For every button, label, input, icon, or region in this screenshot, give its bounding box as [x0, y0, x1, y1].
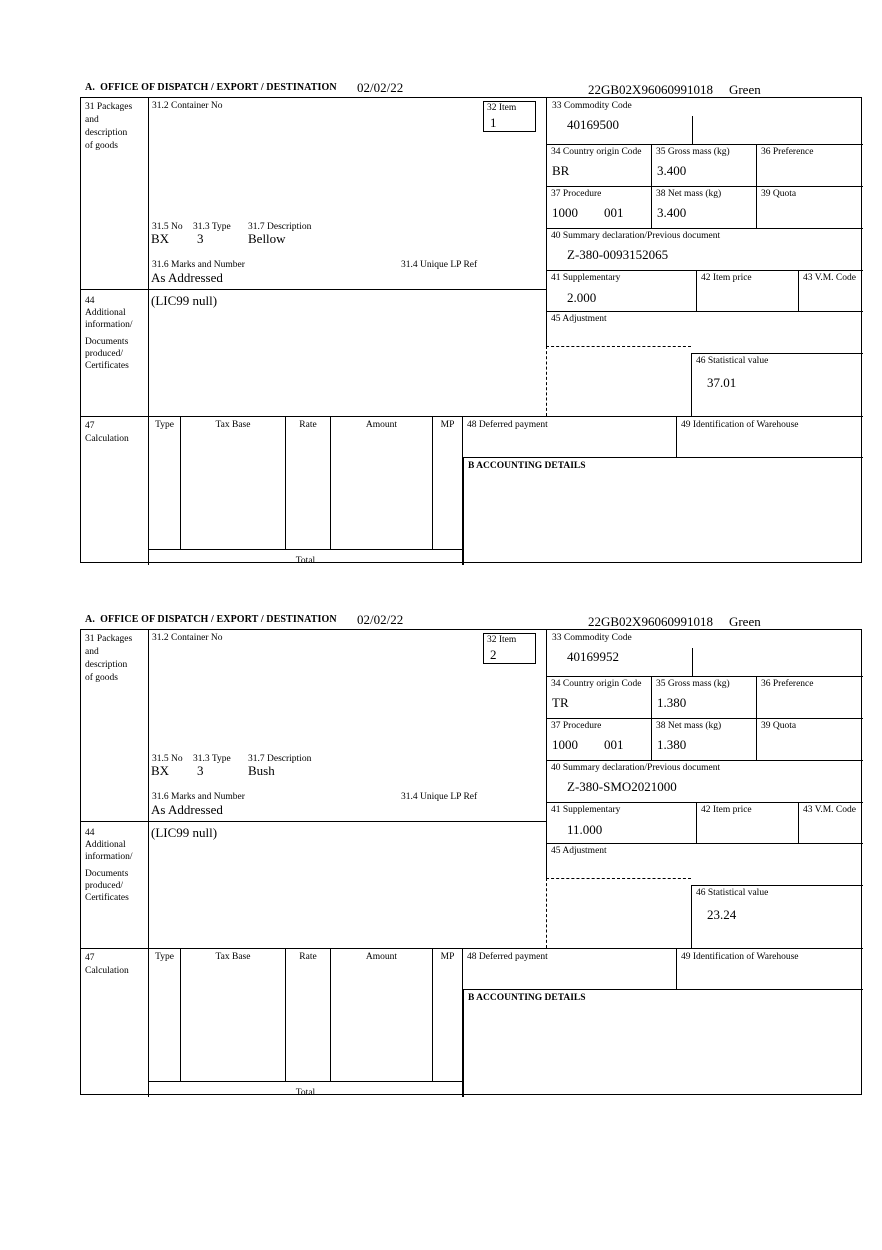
box-36-label: 36 Preference — [761, 147, 814, 157]
calc-column-type-header: Type — [155, 420, 174, 430]
box-31-7-description-label: 31.7 Description — [248, 754, 312, 764]
box-34-country-origin — [547, 145, 652, 186]
net-mass-value: 3.400 — [657, 205, 687, 220]
calc-column-amount — [331, 949, 433, 1081]
box-45-adjustment — [546, 843, 863, 878]
packages-type-value: 3 — [197, 763, 204, 778]
packages-no-value: BX — [151, 763, 170, 778]
item-number-value: 2 — [490, 647, 497, 662]
box-31-6-marks-label: 31.6 Marks and Number — [152, 792, 245, 802]
box-47-label-line: 47 — [85, 953, 95, 963]
procedure-extra-code: 001 — [604, 205, 624, 220]
box-37-label: 37 Procedure — [551, 189, 602, 199]
box-32-item-label: 32 Item — [487, 103, 517, 113]
calc-column-rate — [286, 949, 331, 1081]
commodity-code-value: 40169500 — [567, 117, 619, 132]
box-31-2-container-no-label: 31.2 Container No — [152, 633, 223, 643]
calc-column-type — [149, 417, 181, 549]
declaration-item-block — [0, 612, 882, 1117]
dashed-divider-vertical — [546, 878, 547, 948]
box-31-7-description-label: 31.7 Description — [248, 222, 312, 232]
box-44-label-line: produced/ — [85, 881, 123, 891]
calc-total-row — [149, 549, 463, 565]
net-mass-value: 1.380 — [657, 737, 687, 752]
calc-column-mp — [433, 949, 463, 1081]
calc-column-tax-base-header: Tax Base — [215, 952, 251, 962]
box-44-label — [81, 822, 149, 949]
sad-continuation-form — [80, 629, 862, 1098]
box-43-label: 43 V.M. Code — [803, 805, 856, 815]
box-44-label-line: information/ — [85, 320, 133, 330]
box-42-item-price — [697, 803, 799, 843]
box-39-label: 39 Quota — [761, 721, 797, 731]
box-31-label-line: 31 Packages — [85, 102, 133, 112]
additional-information-value: (LIC99 null) — [151, 825, 218, 840]
supplementary-units-value: 11.000 — [567, 822, 603, 837]
box-31-label-line: and — [85, 647, 99, 657]
box-47-label — [81, 949, 149, 1097]
box-39-quota — [757, 187, 864, 228]
box-35-gross-mass — [652, 145, 757, 186]
routing-status-value: Green — [728, 614, 761, 629]
box-31-label-line: of goods — [85, 141, 118, 151]
box-47-calculation-section — [81, 416, 863, 564]
packages-type-value: 3 — [197, 231, 204, 246]
row-37-38-39 — [546, 186, 863, 228]
packages-no-value: BX — [151, 231, 170, 246]
box-44-label-line: Certificates — [85, 893, 129, 903]
box-37-label: 37 Procedure — [551, 721, 602, 731]
box-49-label: 49 Identification of Warehouse — [681, 952, 799, 962]
box-44-label-line: Certificates — [85, 361, 129, 371]
procedure-code: 1000 — [552, 205, 578, 220]
dispatch-date: 02/02/22 — [357, 80, 404, 95]
box-36-label: 36 Preference — [761, 679, 814, 689]
box-44-label-line: produced/ — [85, 349, 123, 359]
calc-column-type-header: Type — [155, 952, 174, 962]
box-31-5-no-label: 31.5 No — [152, 222, 183, 232]
box-43-vm-code — [799, 271, 864, 311]
box-44-label-line: 44 — [85, 296, 95, 306]
box-38-net-mass — [652, 187, 757, 228]
box-34-country-origin — [547, 677, 652, 718]
goods-description-value: Bush — [248, 763, 275, 778]
box-44-label-line: 44 — [85, 828, 95, 838]
box-48-deferred-payment — [463, 417, 677, 457]
box-31-3-type-label: 31.3 Type — [193, 222, 231, 232]
calc-column-tax-base — [181, 417, 286, 549]
accounting-details-label: B ACCOUNTING DETAILS — [468, 993, 586, 1003]
box-47-label-line: Calculation — [85, 434, 129, 444]
dispatch-date: 02/02/22 — [357, 612, 404, 627]
box-47-calculation-section — [81, 948, 863, 1096]
box-37-procedure — [547, 187, 652, 228]
statistical-value: 37.01 — [707, 375, 737, 390]
office-of-dispatch-header: A. OFFICE OF DISPATCH / EXPORT / DESTINATION — [85, 82, 337, 93]
calc-column-amount-header: Amount — [365, 420, 398, 430]
marks-and-number-value: As Addressed — [151, 802, 223, 817]
box-49-warehouse-identification — [677, 949, 863, 989]
routing-status-value: Green — [728, 82, 761, 97]
sad-continuation-form — [80, 97, 862, 566]
additional-information-value: (LIC99 null) — [151, 293, 218, 308]
box-43-label: 43 V.M. Code — [803, 273, 856, 283]
commodity-code-divider — [692, 116, 693, 144]
dashed-divider-vertical — [546, 346, 547, 416]
box-36-preference — [757, 145, 864, 186]
box-45-label: 45 Adjustment — [551, 846, 607, 856]
box-47-label-line: 47 — [85, 421, 95, 431]
calc-column-rate-header: Rate — [299, 952, 317, 962]
box-44-additional-information — [81, 821, 546, 948]
row-41-42-43 — [546, 270, 863, 311]
calc-column-amount — [331, 417, 433, 549]
box-31-2-container-no-label: 31.2 Container No — [152, 101, 223, 111]
procedure-extra-code: 001 — [604, 737, 624, 752]
box-39-label: 39 Quota — [761, 189, 797, 199]
box-46-statistical-value — [691, 353, 863, 416]
box-33-commodity-code — [546, 630, 863, 676]
box-34-label: 34 Country origin Code — [551, 147, 642, 157]
calc-total-row — [149, 1081, 463, 1097]
box-45-label: 45 Adjustment — [551, 314, 607, 324]
box-44-label-line: Additional — [85, 840, 126, 850]
dashed-divider-horizontal — [546, 346, 691, 347]
accounting-details-section — [463, 457, 863, 565]
commodity-code-divider — [692, 648, 693, 676]
goods-description-value: Bellow — [248, 231, 286, 246]
box-31-label-line: description — [85, 660, 128, 670]
row-34-35-36 — [546, 144, 863, 186]
box-41-supplementary — [547, 803, 697, 843]
calc-column-mp — [433, 417, 463, 549]
calc-column-amount-header: Amount — [365, 952, 398, 962]
box-43-vm-code — [799, 803, 864, 843]
box-31-3-type-label: 31.3 Type — [193, 754, 231, 764]
box-35-label: 35 Gross mass (kg) — [656, 679, 730, 689]
box-38-label: 38 Net mass (kg) — [656, 189, 722, 199]
dashed-divider-horizontal — [546, 878, 691, 879]
box-46-label: 46 Statistical value — [696, 356, 769, 366]
box-33-label: 33 Commodity Code — [552, 101, 632, 111]
box-31-5-no-label: 31.5 No — [152, 754, 183, 764]
box-32-item — [483, 101, 536, 132]
box-31-label-line: description — [85, 128, 128, 138]
box-48-label: 48 Deferred payment — [467, 952, 548, 962]
box-48-label: 48 Deferred payment — [467, 420, 548, 430]
box-32-item — [483, 633, 536, 664]
box-47-label-line: Calculation — [85, 966, 129, 976]
box-44-label-line: Additional — [85, 308, 126, 318]
calc-column-mp-header: MP — [440, 952, 455, 962]
declaration-item-block — [0, 80, 882, 585]
calc-column-tax-base-header: Tax Base — [215, 420, 251, 430]
item-number-value: 1 — [490, 115, 497, 130]
box-42-label: 42 Item price — [701, 805, 752, 815]
box-40-label: 40 Summary declaration/Previous document — [551, 231, 721, 241]
summary-declaration-value: Z-380-0093152065 — [567, 247, 669, 262]
country-origin-value: BR — [552, 163, 570, 178]
calc-column-mp-header: MP — [440, 420, 455, 430]
calc-column-rate-header: Rate — [299, 420, 317, 430]
box-45-adjustment — [546, 311, 863, 346]
gross-mass-value: 3.400 — [657, 163, 687, 178]
summary-declaration-value: Z-380-SMO2021000 — [567, 779, 677, 794]
box-44-label-line: information/ — [85, 852, 133, 862]
box-46-label: 46 Statistical value — [696, 888, 769, 898]
box-31-packages-label — [81, 98, 149, 289]
marks-and-number-value: As Addressed — [151, 270, 223, 285]
accounting-details-label: B ACCOUNTING DETAILS — [468, 461, 586, 471]
box-31-4-unique-lp-ref-label: 31.4 Unique LP Ref — [401, 260, 478, 270]
box-40-label: 40 Summary declaration/Previous document — [551, 763, 721, 773]
row-37-38-39 — [546, 718, 863, 760]
entry-reference-value: 22GB02X96060991018 — [588, 82, 713, 97]
box-37-procedure — [547, 719, 652, 760]
gross-mass-value: 1.380 — [657, 695, 687, 710]
box-49-warehouse-identification — [677, 417, 863, 457]
calc-column-tax-base — [181, 949, 286, 1081]
box-44-label-line: Documents — [85, 337, 129, 347]
box-38-net-mass — [652, 719, 757, 760]
box-39-quota — [757, 719, 864, 760]
procedure-value — [552, 738, 624, 752]
box-31-packages-label — [81, 630, 149, 821]
box-33-label: 33 Commodity Code — [552, 633, 632, 643]
box-40-summary-declaration — [546, 760, 863, 802]
box-41-supplementary — [547, 271, 697, 311]
total-label: Total — [295, 556, 316, 566]
office-of-dispatch-header: A. OFFICE OF DISPATCH / EXPORT / DESTINATION — [85, 614, 337, 625]
box-41-label: 41 Supplementary — [551, 805, 621, 815]
box-38-label: 38 Net mass (kg) — [656, 721, 722, 731]
row-34-35-36 — [546, 676, 863, 718]
box-32-item-label: 32 Item — [487, 635, 517, 645]
box-44-label-line: Documents — [85, 869, 129, 879]
box-40-summary-declaration — [546, 228, 863, 270]
box-31-6-marks-label: 31.6 Marks and Number — [152, 260, 245, 270]
calc-column-type — [149, 949, 181, 1081]
box-44-label — [81, 290, 149, 417]
procedure-code: 1000 — [552, 737, 578, 752]
box-31-label-line: of goods — [85, 673, 118, 683]
total-label: Total — [295, 1088, 316, 1098]
row-41-42-43 — [546, 802, 863, 843]
box-49-label: 49 Identification of Warehouse — [681, 420, 799, 430]
statistical-value: 23.24 — [707, 907, 737, 922]
box-35-label: 35 Gross mass (kg) — [656, 147, 730, 157]
box-46-statistical-value — [691, 885, 863, 948]
box-31-label-line: 31 Packages — [85, 634, 133, 644]
box-44-additional-information — [81, 289, 546, 416]
box-48-deferred-payment — [463, 949, 677, 989]
box-41-label: 41 Supplementary — [551, 273, 621, 283]
box-34-label: 34 Country origin Code — [551, 679, 642, 689]
calc-column-rate — [286, 417, 331, 549]
entry-reference-value: 22GB02X96060991018 — [588, 614, 713, 629]
box-42-item-price — [697, 271, 799, 311]
box-31-4-unique-lp-ref-label: 31.4 Unique LP Ref — [401, 792, 478, 802]
country-origin-value: TR — [552, 695, 569, 710]
box-35-gross-mass — [652, 677, 757, 718]
box-42-label: 42 Item price — [701, 273, 752, 283]
accounting-details-section — [463, 989, 863, 1097]
commodity-code-value: 40169952 — [567, 649, 619, 664]
procedure-value — [552, 206, 624, 220]
box-36-preference — [757, 677, 864, 718]
box-33-commodity-code — [546, 98, 863, 144]
box-47-label — [81, 417, 149, 565]
supplementary-units-value: 2.000 — [567, 290, 597, 305]
box-31-label-line: and — [85, 115, 99, 125]
